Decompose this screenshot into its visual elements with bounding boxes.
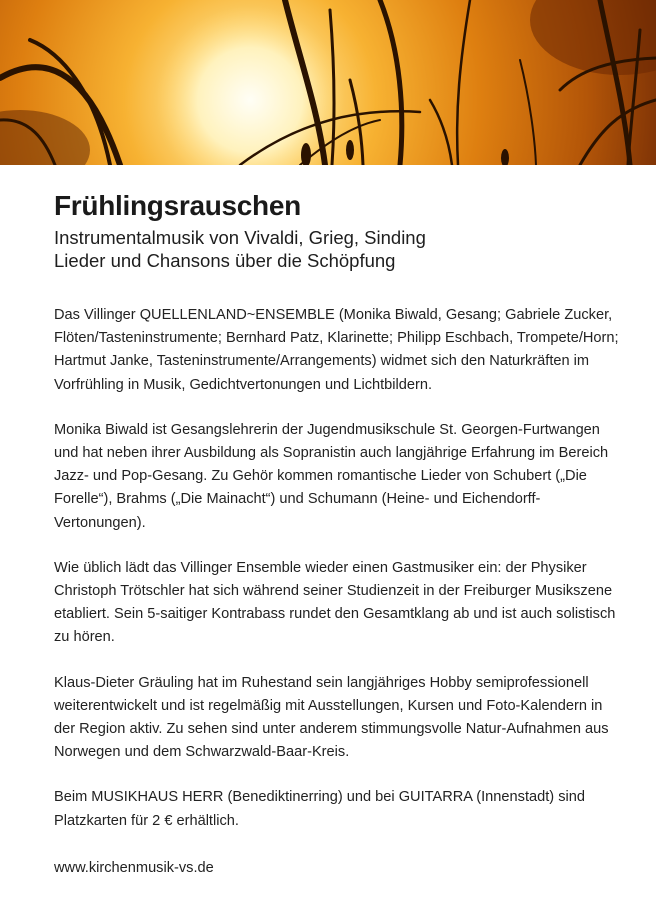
paragraph-ensemble: Das Villinger QUELLENLAND~ENSEMBLE (Monika Biwald, Gesang; Gabriele Zucker, Flöten/Tasteninstrumente; Bernhard Patz, Klarinette; Philipp Eschbach, Trompete/Horn; Hartmut Janke, Tasteninstrumente/Arrangements) widmet sich den Naturkräften im Vorfrühling in Musik, Gedichtvertonungen und Lichtbildern. xyxy=(54,307,619,393)
event-title: Frühlingsrauschen xyxy=(54,190,301,221)
website-link[interactable]: www.kirchenmusik-vs.de xyxy=(54,860,214,876)
paragraph-guest-musician: Wie üblich lädt das Villinger Ensemble wieder einen Gastmusiker ein: der Physiker Christoph Trötschler hat sich während seiner Studienzeit in der Freiburger Musikszene etabliert. Sein 5-saitiger Kontrabass rundet den Gesamtklang ab und ist auch solistisch zu hören. xyxy=(54,559,616,646)
subtitle-line-1: Instrumentalmusik von Vivaldi, Grieg, Sinding xyxy=(54,227,426,248)
sunset-grass-photo xyxy=(0,0,656,165)
flyer-text xyxy=(54,188,624,833)
paragraph-photographer: Klaus-Dieter Gräuling hat im Ruhestand sein langjähriges Hobby semiprofessionell weiterentwickelt und ist regelmäßig mit Ausstellungen, Kursen und Foto-Kalendern in der Region aktiv. Zu sehen sind unter anderem stimmungsvolle Natur-Aufnahmen aus Norwegen und dem Schwarzwald-Baar-Kreis. xyxy=(54,674,609,761)
subtitle-line-2: Lieder und Chansons über die Schöpfung xyxy=(54,250,396,271)
paragraph-singer: Monika Biwald ist Gesangslehrerin der Jugendmusikschule St. Georgen-Furtwangen und hat neben ihrer Ausbildung als Sopranistin auch langjährige Erfahrung im Bereich Jazz- und Pop-Gesang. Zu Gehör kommen romantische Lieder von Schubert („Die Forelle“), Brahms („Die Mainacht“) und Schumann (Heine- und Eichendorff-Vertonungen). xyxy=(54,421,609,531)
paragraph-tickets: Beim MUSIKHAUS HERR (Benediktinerring) und bei GUITARRA (Innenstadt) sind Platzkarten für 2 € erhältlich. xyxy=(54,789,585,829)
